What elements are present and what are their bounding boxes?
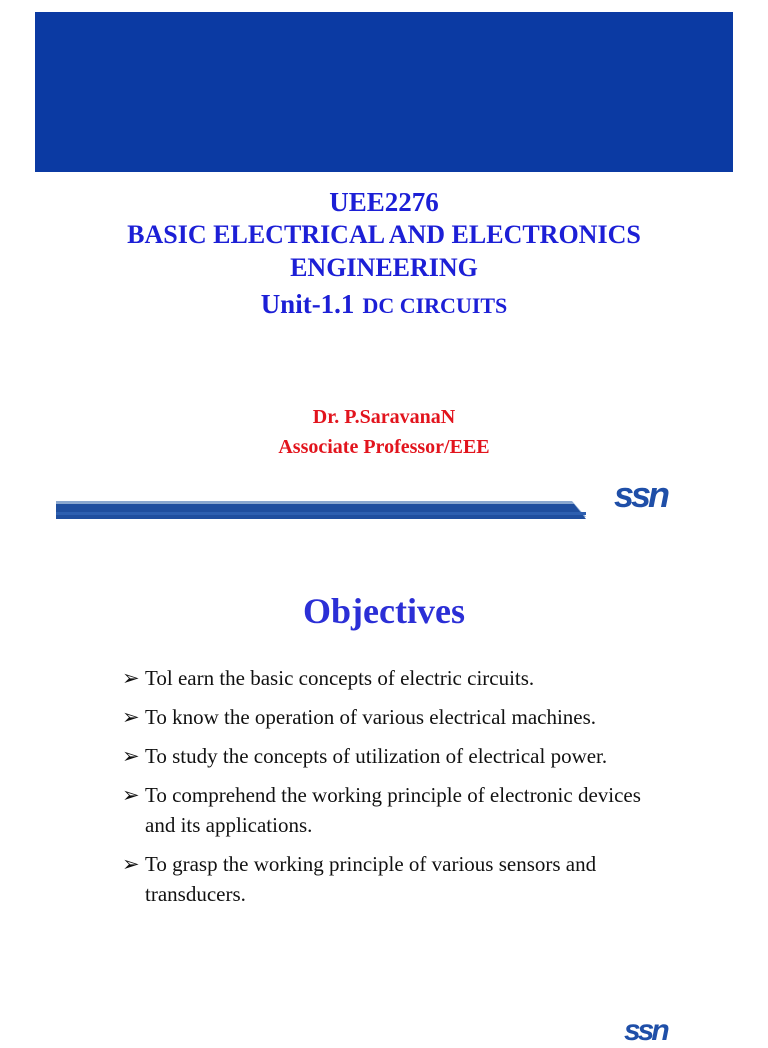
list-item: ➢ Tol earn the basic concepts of electric circuits. [122, 663, 662, 693]
title-block [0, 186, 768, 327]
ssn-logo-partial: ssn [624, 1014, 667, 1047]
arrow-bullet-icon: ➢ [122, 705, 140, 729]
list-item: ➢ To study the concepts of utilization of electrical power. [122, 741, 662, 771]
unit-line [0, 286, 768, 327]
arrow-bullet-icon: ➢ [122, 666, 140, 690]
course-title-line1: BASIC ELECTRICAL AND ELECTRONICS [127, 220, 641, 249]
header-band [35, 12, 733, 172]
objectives-slide [0, 548, 768, 1047]
objectives-heading: Objectives [303, 591, 465, 631]
author-block [0, 402, 768, 462]
footer-bar [0, 490, 600, 530]
arrow-bullet-icon: ➢ [122, 744, 140, 768]
course-code: UEE2276 [329, 187, 439, 217]
list-item: ➢ To know the operation of various electrical machines. [122, 702, 662, 732]
objectives-list [122, 663, 662, 918]
author-name: Dr. P.SaravanaN [312, 406, 456, 428]
list-item: ➢ To comprehend the working principle of electronic devices and its applications. [122, 780, 662, 840]
author-role: Associate Professor/EEE [278, 436, 490, 458]
arrow-bullet-icon: ➢ [122, 852, 140, 876]
list-item: ➢ To grasp the working principle of various sensors and transducers. [122, 849, 662, 909]
ssn-logo: ssn [614, 474, 668, 515]
unit-label: Unit-1.1 [260, 289, 355, 319]
unit-topic: DC CIRCUITS [362, 293, 508, 318]
arrow-bullet-icon: ➢ [122, 783, 140, 807]
course-title-line2: ENGINEERING [290, 253, 478, 282]
